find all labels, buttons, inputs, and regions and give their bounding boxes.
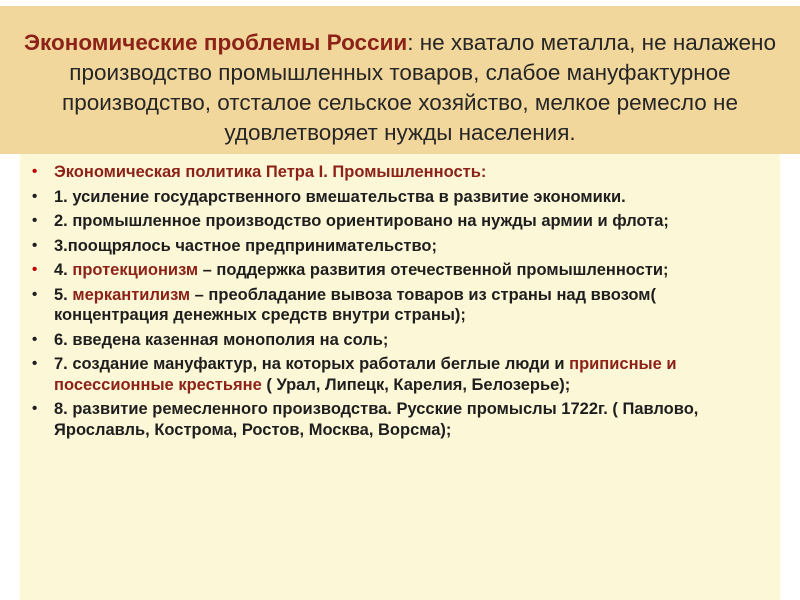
bullet-dot: • (32, 212, 38, 229)
term-ascribed-peasants: приписные и посессионные крестьяне (54, 355, 677, 394)
header-banner (0, 6, 800, 154)
list-item-text: 6. введена казенная монополия на соль; (54, 330, 389, 349)
bullet-dot: • (32, 261, 38, 278)
list-item-text-post: ( Урал, Липецк, Карелия, Белозерье); (261, 375, 571, 394)
bullet-dot: • (32, 400, 38, 417)
bullet-dot: • (32, 355, 38, 372)
list-item-text: Экономическая политика Петра I. Промышленность: (54, 163, 487, 181)
list-item-text-post: – преобладание вывоза товаров из страны над ввозом( концентрация денежных средств внутри страны); (54, 285, 656, 324)
bullet-dot: • (32, 187, 38, 205)
list-item (30, 354, 730, 395)
list-item (30, 399, 730, 440)
bullet-dot: • (32, 236, 38, 254)
list-item-text-pre: 7. создание мануфактур, на которых работали беглые люди и (54, 355, 570, 373)
bullet-dot: • (32, 285, 38, 303)
list-item-text: 1. усиление государственного вмешательства в развитие экономики. (54, 187, 626, 206)
list-item-text: 3.поощрялось частное предпринимательство; (54, 236, 437, 255)
list-item-text-pre: 5. (54, 285, 73, 304)
list-item (30, 187, 730, 208)
bullet-dot: • (32, 163, 38, 180)
term-protectionism: протекционизм (72, 261, 199, 279)
bullet-dot: • (32, 330, 38, 348)
list-item (30, 285, 730, 326)
list-item (30, 211, 730, 232)
list-item-text-pre: 4. (54, 261, 73, 279)
header-text: : не хватало металла, не налажено производство промышленных товаров, слабое мануфактурное производство, отсталое сельское хозяйство, мелкое ремесло не удовлетворяет нужды населения. (62, 30, 776, 145)
list-item (30, 236, 730, 257)
list-item (30, 330, 730, 351)
term-mercantilism: меркантилизм (72, 285, 191, 304)
list-item (30, 260, 730, 281)
bullet-list (30, 162, 730, 444)
list-item-text-post: – поддержка развития отечественной промышленности; (198, 261, 669, 279)
list-item-text: 8. развитие ремесленного производства. Русские промыслы 1722г. ( Павлово, Ярославль, Кострома, Ростов, Москва, Ворсма); (54, 400, 699, 439)
header-lead: Экономические проблемы России (24, 30, 408, 55)
list-item-text: 2. промышленное производство ориентировано на нужды армии и флота; (54, 212, 669, 230)
list-item (30, 162, 730, 183)
